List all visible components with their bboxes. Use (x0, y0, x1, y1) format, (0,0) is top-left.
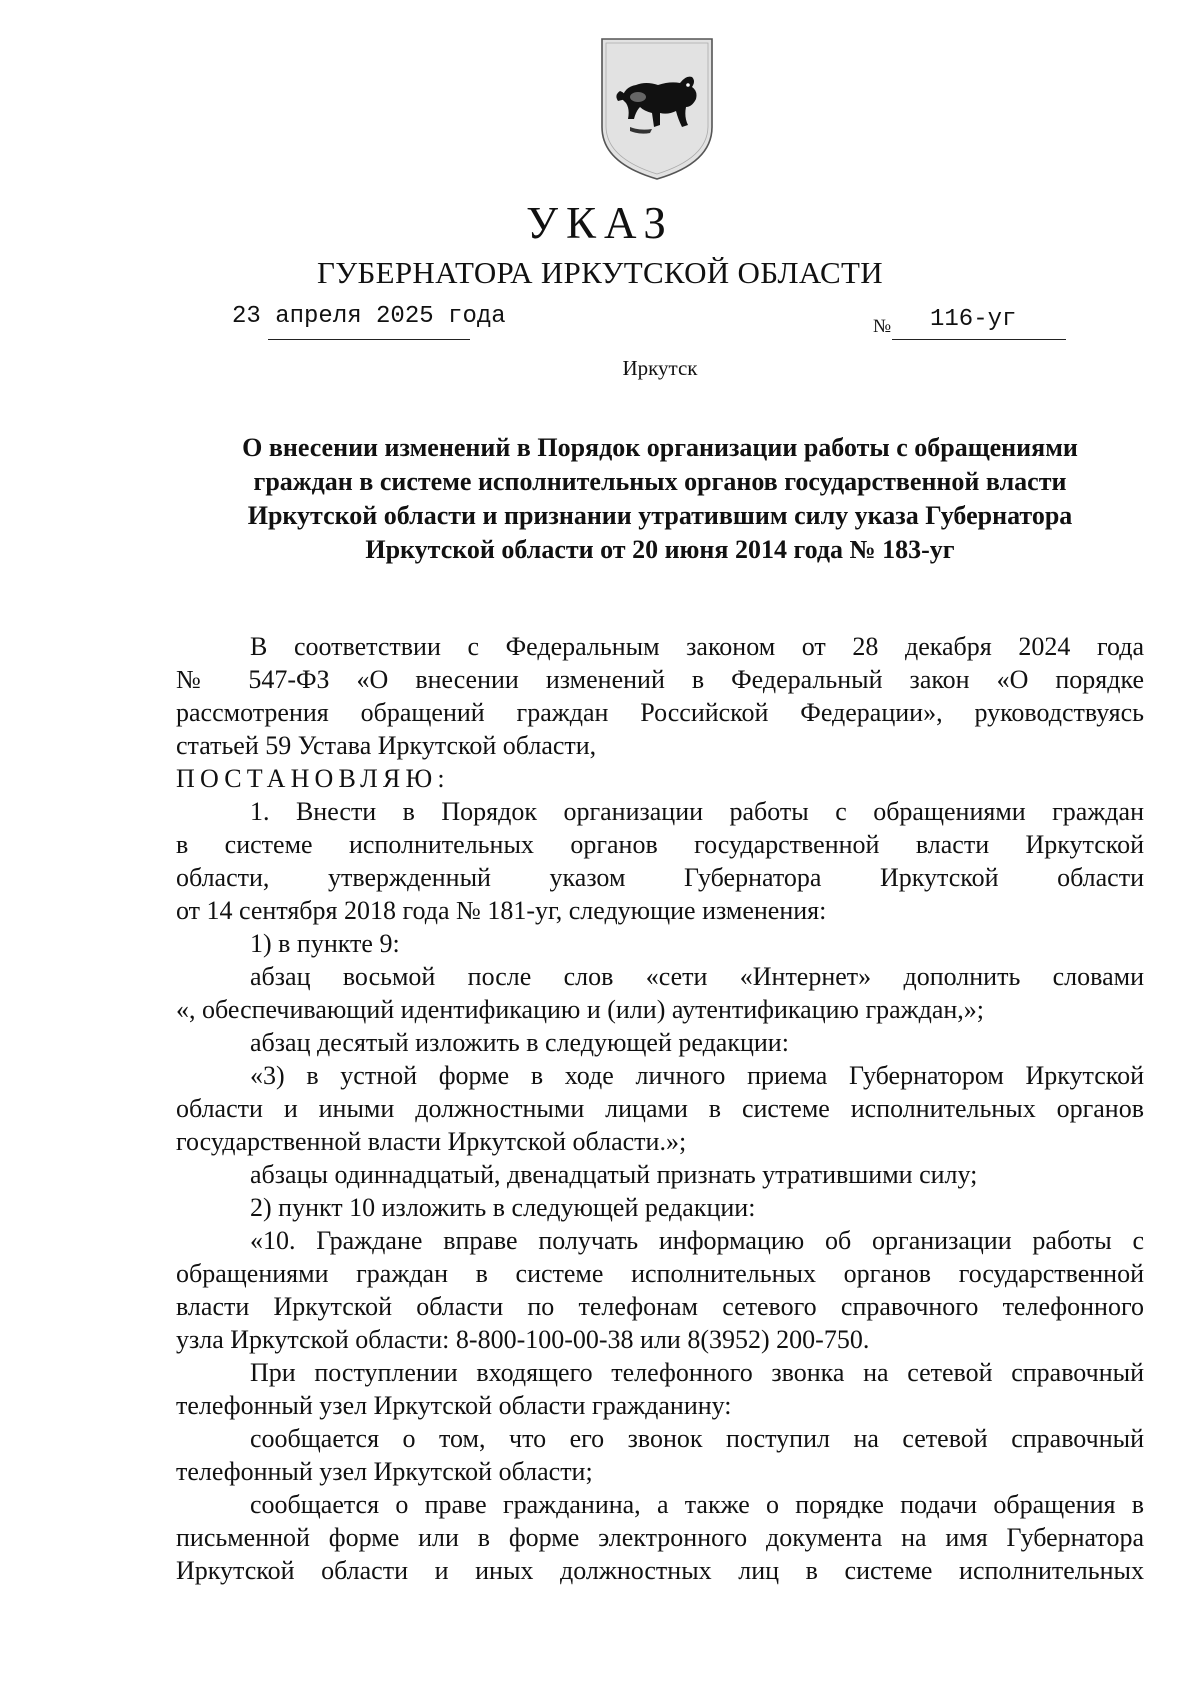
body-line: «, обеспечивающий идентификацию и (или) аутентификацию граждан,»; (176, 995, 985, 1024)
body-line: письменной форме или в форме электронного документа на имя Губернатора (176, 1523, 1144, 1552)
document-subtitle: ГУБЕРНАТОРА ИРКУТСКОЙ ОБЛАСТИ (317, 255, 883, 290)
body-line: Иркутской области и иных должностных лиц в системе исполнительных (176, 1556, 1144, 1585)
document-body (176, 630, 1144, 1587)
heading-line: граждан в системе исполнительных органов государственной власти (253, 467, 1067, 496)
body-line: государственной власти Иркутской области.»; (176, 1127, 687, 1156)
body-line: «10. Граждане вправе получать информацию об организации работы с (250, 1226, 1144, 1255)
document-heading (176, 431, 1144, 567)
body-line: В соответствии с Федеральным законом от 28 декабря 2024 года (250, 632, 1144, 661)
document-number: 116-уг (930, 306, 1017, 333)
resolution-word: ПОСТАНОВЛЯЮ: (176, 764, 450, 793)
document-city: Иркутск (622, 356, 698, 380)
body-line: власти Иркутской области по телефонам сетевого справочного телефонного (176, 1292, 1144, 1321)
body-line: области и иными должностными лицами в системе исполнительных органов (176, 1094, 1144, 1123)
number-sign: № (873, 316, 892, 337)
coat-of-arms-icon (600, 37, 714, 181)
body-line: абзац восьмой после слов «сети «Интернет» дополнить словами (250, 962, 1144, 991)
body-line: телефонный узел Иркутской области гражданину: (176, 1391, 732, 1420)
body-line: абзац десятый изложить в следующей редакции: (250, 1028, 789, 1057)
body-line: абзацы одиннадцатый, двенадцатый признать утратившими силу; (250, 1160, 978, 1189)
heading-line: О внесении изменений в Порядок организации работы с обращениями (242, 433, 1078, 462)
body-line: узла Иркутской области: 8-800-100-00-38 или 8(3952) 200-750. (176, 1325, 870, 1354)
body-line: При поступлении входящего телефонного звонка на сетевой справочный (250, 1358, 1144, 1387)
body-line: 1. Внести в Порядок организации работы с обращениями граждан (250, 797, 1144, 826)
number-underline (892, 339, 1066, 340)
body-line: статьей 59 Устава Иркутской области, (176, 731, 597, 760)
body-line: в системе исполнительных органов государственной власти Иркутской (176, 830, 1144, 859)
body-line: «3) в устной форме в ходе личного приема Губернатором Иркутской (250, 1061, 1144, 1090)
heading-line: Иркутской области и признании утратившим силу указа Губернатора (247, 501, 1073, 530)
date-underline (268, 339, 470, 340)
body-line: рассмотрения обращений граждан Российской Федерации», руководствуясь (176, 698, 1144, 727)
body-line: сообщается о том, что его звонок поступил на сетевой справочный (250, 1424, 1144, 1453)
body-line: № 547-ФЗ «О внесении изменений в Федеральный закон «О порядке (176, 665, 1144, 694)
body-line: сообщается о праве гражданина, а также о порядке подачи обращения в (250, 1490, 1144, 1519)
document-title: УКАЗ (526, 198, 674, 248)
body-line: обращениями граждан в системе исполнительных органов государственной (176, 1259, 1144, 1288)
body-line: 1) в пункте 9: (250, 929, 400, 958)
body-line: области, утвержденный указом Губернатора Иркутской области (176, 863, 1144, 892)
body-line: от 14 сентября 2018 года № 181-уг, следующие изменения: (176, 896, 827, 925)
body-line: 2) пункт 10 изложить в следующей редакции: (250, 1193, 756, 1222)
document-date: 23 апреля 2025 года (232, 303, 506, 330)
heading-line: Иркутской области от 20 июня 2014 года № 183-уг (365, 535, 955, 564)
body-line: телефонный узел Иркутской области; (176, 1457, 593, 1486)
